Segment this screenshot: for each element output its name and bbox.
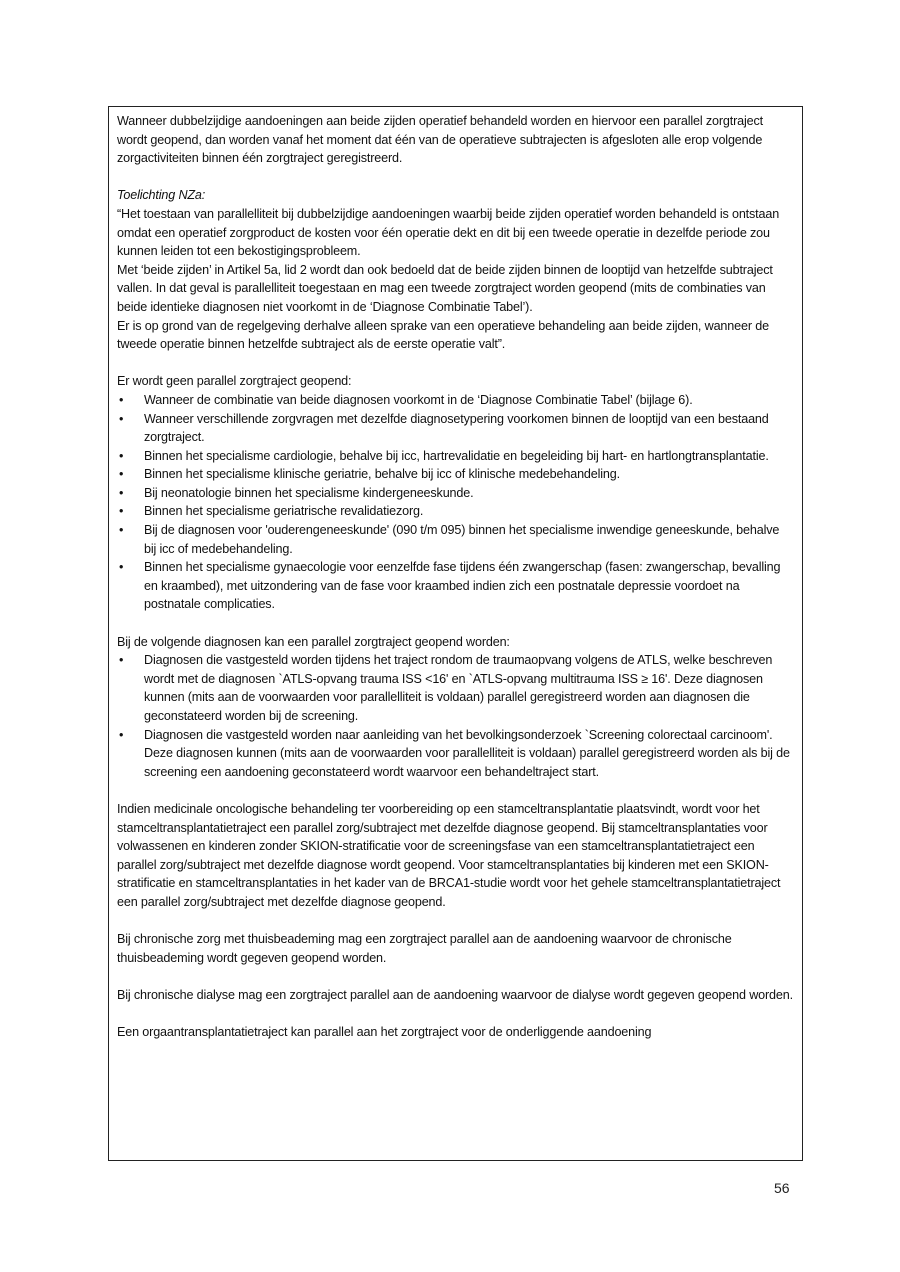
toelichting-label: Toelichting NZa: (117, 188, 206, 203)
list-item: • Diagnosen die vastgesteld worden tijdens het traject rondom de traumaopvang volgens de ATLS, welke beschreven wordt met de diagnosen `ATLS-opvang trauma ISS <16' en `ATLS-opvang multitrauma ISS ≥ 16'. Deze diagnosen kunnen (mits aan de voorwaarden voor parallelliteit is voldaan) parallel geregistreerd worden aan diagnosen die geconstateerd worden bij de screening. (119, 653, 773, 723)
spacer (117, 781, 794, 800)
no-parallel-list (117, 391, 794, 614)
bullet-icon: • (119, 467, 124, 482)
bullet-icon: • (119, 653, 124, 668)
list-item: • Binnen het specialisme cardiologie, behalve bij icc, hartrevalidatie en begeleiding bij hart- en hartlongtransplantatie. (117, 447, 794, 466)
bullet-icon: • (119, 411, 124, 426)
list-item: • Wanneer de combinatie van beide diagnosen voorkomt in de ‘Diagnose Combinatie Tabel’ (bijlage 6). (117, 391, 794, 410)
bullet-icon: • (119, 560, 124, 575)
bullet-icon: • (119, 727, 124, 742)
list-item: • Bij neonatologie binnen het specialisme kindergeneeskunde. (117, 484, 794, 503)
orgaan-paragraph: Een orgaantransplantatietraject kan parallel aan het zorgtraject voor de onderliggende aandoening (117, 1025, 652, 1040)
toelichting-paragraph: Er is op grond van de regelgeving derhalve alleen sprake van een operatieve behandeling aan beide zijden, wanneer de tweede operatie binnen hetzelfde subtraject als de eerste operatie valt”. (117, 318, 769, 352)
bullet-icon: • (119, 485, 124, 500)
bullet-icon: • (119, 523, 124, 538)
spacer (117, 967, 794, 986)
stamcel-paragraph: Indien medicinale oncologische behandeling ter voorbereiding op een stamceltransplantatie plaatsvindt, wordt voor het stamceltransplantatietraject een parallel zorg/subtraject met dezelfde diagnose geopend. Bij stamceltransplantaties voor volwassenen en kinderen zonder SKION-stratificatie voor de screeningsfase van een stamceltransplantatietraject een parallel zorg/subtraject met dezelfde diagnose wordt geopend. Voor stamceltransplantaties bij kinderen met een SKION-stratificatie en stamceltransplantaties in het kader van de BRCA1-studie wordt voor het gehele stamceltransplantatietraject een parallel zorg/subtraject met dezelfde diagnose geopend. (117, 801, 781, 909)
dialyse-paragraph: Bij chronische dialyse mag een zorgtraject parallel aan de aandoening waarvoor de dialyse wordt gegeven geopend worden. (117, 987, 793, 1002)
parallel-allowed-list (117, 651, 794, 781)
parallel-allowed-heading: Bij de volgende diagnosen kan een parallel zorgtraject geopend worden: (117, 634, 510, 649)
spacer (117, 1005, 794, 1024)
page-number: 56 (774, 1180, 790, 1196)
spacer (117, 354, 794, 373)
toelichting-paragraph: “Het toestaan van parallelliteit bij dubbelzijdige aandoeningen waarbij beide zijden operatief worden behandeld is ontstaan omdat een operatief zorgproduct de kosten voor één operatie dekt en dit bij een tweede operatie in dezelfde periode zou kunnen leiden tot een bekostigingsprobleem. (117, 206, 780, 259)
list-item: • Binnen het specialisme klinische geriatrie, behalve bij icc of klinische medebehandeling. (117, 465, 794, 484)
spacer (117, 614, 794, 633)
spacer (117, 912, 794, 931)
spacer (117, 168, 794, 187)
content-frame (108, 106, 803, 1161)
bullet-icon: • (119, 504, 124, 519)
list-item: • Wanneer verschillende zorgvragen met dezelfde diagnosetypering voorkomen binnen de looptijd van een bestaand zorgtraject. (119, 411, 769, 445)
bullet-icon: • (119, 392, 124, 407)
list-item: • Bij de diagnosen voor 'ouderengeneeskunde' (090 t/m 095) binnen het specialisme inwendige geneeskunde, behalve bij icc of medebehandeling. (119, 523, 780, 556)
intro-paragraph: Wanneer dubbelzijdige aandoeningen aan beide zijden operatief behandeld worden en hiervoor een parallel zorgtraject wordt geopend, dan worden vanaf het moment dat één van de operatieve subtrajecten is afgesloten alle erop volgende zorgactiviteiten binnen één zorgtraject geregistreerd. (117, 114, 764, 166)
thuisbeademing-paragraph: Bij chronische zorg met thuisbeademing mag een zorgtraject parallel aan de aandoening waarvoor de chronische thuisbeademing wordt gegeven geopend worden. (117, 932, 732, 965)
toelichting-paragraph: Met ‘beide zijden’ in Artikel 5a, lid 2 wordt dan ook bedoeld dat de beide zijden binnen de looptijd van hetzelfde subtraject vallen. In dat geval is parallelliteit toegestaan en mag een tweede zorgtraject worden geopend (mits de combinaties van beide identieke diagnosen niet voorkomt in de ‘Diagnose Combinatie Tabel’). (117, 262, 773, 314)
no-parallel-heading: Er wordt geen parallel zorgtraject geopend: (117, 374, 352, 389)
list-item: • Binnen het specialisme gynaecologie voor eenzelfde fase tijdens één zwangerschap (fasen: zwangerschap, bevalling en kraambed), met uitzondering van de fase voor kraambed indien zich een postnatale depressie voordoet na postnatale complicaties. (119, 560, 781, 612)
list-item: • Binnen het specialisme geriatrische revalidatiezorg. (117, 502, 794, 521)
list-item: • Diagnosen die vastgesteld worden naar aanleiding van het bevolkingsonderzoek `Screening colorectaal carcinoom'. Deze diagnosen kunnen (mits aan de voorwaarden voor parallelliteit is voldaan) parallel geregistreerd worden als bij de screening een aandoening geconstateerd wordt waarvoor een behandeltraject start. (119, 727, 790, 779)
bullet-icon: • (119, 448, 124, 463)
